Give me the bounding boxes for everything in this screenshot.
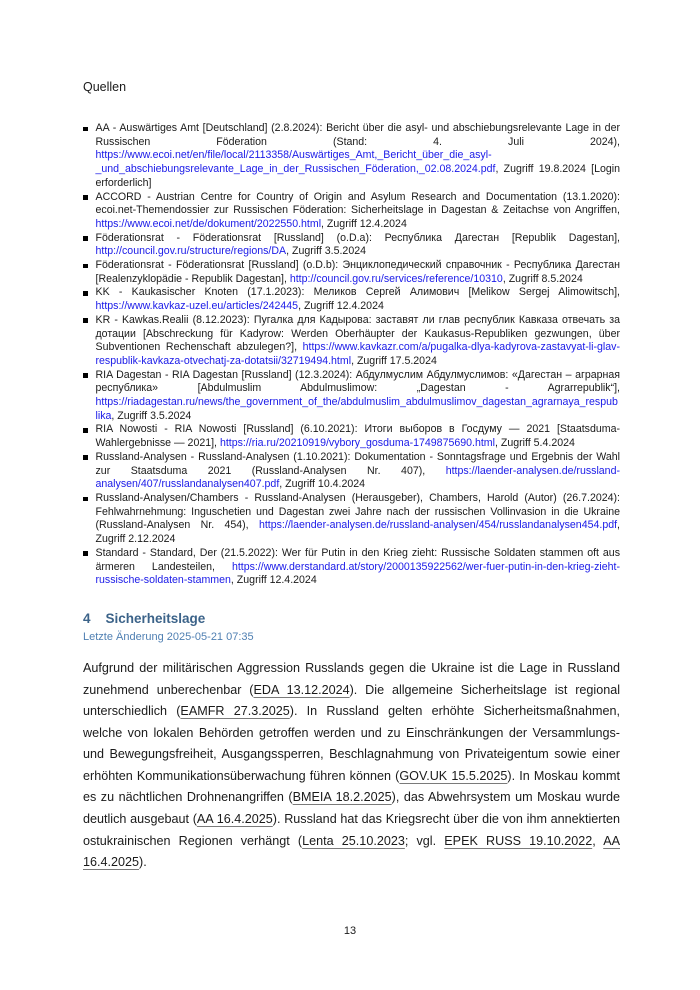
text-run: ). Die allgemeine Sicherheitslage ist regional unterschiedlich ( bbox=[83, 682, 620, 719]
source-item bbox=[83, 122, 620, 191]
bullet-square-icon bbox=[83, 497, 88, 502]
source-item bbox=[83, 191, 620, 232]
text-run: Russland-Analysen/Chambers - Russland-Analysen (Herausgeber), Chambers, Harold (Autor) (26.7.2024): Fehlwahrnehmung: Inguschetien und Dagestan zwei Jahre nach der russischen Vollinvasion in die Ukraine (Russland-Analysen Nr. 454), bbox=[95, 491, 620, 532]
bullet-square-icon bbox=[83, 291, 88, 296]
source-url-link[interactable]: https://www.ecoi.net/de/dokument/2022550.html bbox=[95, 217, 322, 230]
bullet-square-icon bbox=[83, 318, 88, 323]
source-item bbox=[83, 259, 620, 286]
source-url-link[interactable]: https://www.kavkaz-uzel.eu/articles/242445 bbox=[95, 300, 299, 313]
reference-link[interactable]: EAMFR 27.3.2025 bbox=[180, 704, 290, 719]
text-run: RIA Dagestan - RIA Dagestan [Russland] (12.3.2024): Абдулмуслим Абдулмуслимов: «Дагестан – аграрная республика» [Abdulmuslim Abdulmuslimow: „Dagestan - Agrarrepublik“], bbox=[95, 368, 620, 395]
text-run: ). Russland hat das Kriegsrecht über die von ihm annektierten ostukrainischen Regionen verhängt ( bbox=[83, 812, 620, 848]
text-run: , Zugriff 3.5.2024 bbox=[286, 245, 366, 258]
source-item bbox=[83, 232, 620, 259]
source-url-link[interactable]: https://www.derstandard.at/story/2000135922562/wer-fuer-putin-in-den-krieg-zieht-russische-soldaten-stammen bbox=[95, 560, 620, 587]
text-run: , bbox=[592, 833, 604, 848]
source-item bbox=[83, 547, 620, 588]
source-item bbox=[83, 451, 620, 492]
source-item bbox=[83, 492, 620, 547]
source-url-link[interactable]: https://www.ecoi.net/en/file/local/2113358/Auswärtiges_Amt,_Bericht_über_die_asyl-_und_abschiebungsrelevante_Lage_in_der_Russischen_Föderation,_02.08.2024.pdf bbox=[95, 149, 496, 176]
text-run: , Zugriff 17.5.2024 bbox=[351, 354, 437, 367]
reference-link[interactable]: BMEIA 18.2.2025 bbox=[292, 790, 392, 805]
text-run: KR - Kawkas.Realii (8.12.2023): Пугалка для Кадырова: заставят ли глав республик Кавказа отвечать за дотации [Abschreckung für Kadyrow: Werden Oberhäupter der Kaukasus-Republiken gezwungen, über Subventionen Rechenschaft abzulegen?], bbox=[95, 313, 620, 354]
text-run: , Zugriff 10.4.2024 bbox=[279, 478, 366, 491]
text-run: ). In Moskau kommt es zu nächtlichen Drohnenangriffen ( bbox=[83, 768, 620, 805]
section-title: Sicherheitslage bbox=[105, 610, 206, 626]
bullet-square-icon bbox=[83, 236, 88, 241]
text-run: Föderationsrat - Föderationsrat [Russland] (o.D.a): Республика Дагестан [Republik Dagestan], bbox=[95, 231, 620, 244]
reference-link[interactable]: AA 16.4.2025 bbox=[83, 833, 620, 870]
text-run: , Zugriff 19.8.2024 [Login erforderlich] bbox=[95, 163, 620, 189]
text-run: ), das Abwehrsystem um Moskau wurde deutlich ausgebaut ( bbox=[83, 790, 620, 827]
source-url-link[interactable]: https://laender-analysen.de/russland-analysen/454/russlandanalysen454.pdf bbox=[258, 519, 618, 532]
text-run: , Zugriff 12.4.2024 bbox=[298, 300, 384, 313]
source-url-link[interactable]: http://council.gov.ru/structure/regions/DA bbox=[95, 245, 287, 258]
reference-link[interactable]: EDA 13.12.2024 bbox=[253, 682, 350, 697]
section-heading bbox=[83, 611, 620, 626]
text-run: , Zugriff 5.4.2024 bbox=[494, 437, 575, 450]
section-number: 4 bbox=[83, 610, 91, 626]
source-item bbox=[83, 286, 620, 313]
reference-link[interactable]: GOV.UK 15.5.2025 bbox=[399, 768, 508, 783]
source-item bbox=[83, 369, 620, 424]
security-paragraph bbox=[83, 658, 620, 874]
reference-link[interactable]: AA 16.4.2025 bbox=[196, 812, 273, 827]
bullet-square-icon bbox=[83, 195, 88, 200]
source-url-link[interactable]: https://www.kavkazr.com/a/pugalka-dlya-kadyrova-zastavyat-li-glav-respublik-kavkaza-otvechatj-za-dotatsii/32719494.html bbox=[95, 341, 620, 367]
text-run: Russland-Analysen - Russland-Analysen (1.10.2021): Dokumentation - Sonntagsfrage und Ergebnis der Wahl zur Staatsduma 2021 (Russland-Analysen Nr. 407), bbox=[95, 450, 620, 477]
page-number: 13 bbox=[343, 925, 357, 937]
sources-list bbox=[83, 122, 620, 588]
text-run: ; vgl. bbox=[404, 833, 445, 848]
source-url-link[interactable]: https://ria.ru/20210919/vybory_gosduma-1749875690.html bbox=[219, 437, 495, 450]
bullet-square-icon bbox=[83, 264, 88, 269]
text-run: , Zugriff 12.4.2024 bbox=[321, 217, 407, 230]
page-content bbox=[83, 0, 620, 886]
bullet-square-icon bbox=[83, 373, 88, 378]
text-run: , Zugriff 8.5.2024 bbox=[502, 272, 583, 285]
text-run: Aufgrund der militärischen Aggression Russlands gegen die Ukraine ist die Lage in Russland zunehmend unberechenbar ( bbox=[83, 660, 620, 697]
text-run: ). bbox=[139, 855, 147, 870]
text-run: KK - Kaukasischer Knoten (17.1.2023): Меликов Сергей Алимович [Melikow Sergej Alimowitsch], bbox=[95, 286, 620, 299]
text-run: , Zugriff 12.4.2024 bbox=[230, 574, 317, 587]
text-run: , Zugriff 2.12.2024 bbox=[95, 519, 620, 546]
sources-heading: Quellen bbox=[83, 80, 127, 94]
text-run: ). In Russland gelten erhöhte Sicherheitsmaßnahmen, welche von lokalen Behörden getroffen werden und zu Einschränkungen der Versammlungs- und Bewegungsfreiheit, Ausgangssperren, Beschlagnahmung von Privateigentum sowie einer erhöhten Kommunikationsüberwachung führen können ( bbox=[83, 704, 621, 783]
text-run: , Zugriff 3.5.2024 bbox=[111, 409, 192, 422]
text-run: AA - Auswärtiges Amt [Deutschland] (2.8.2024): Bericht über die asyl- und abschiebungsrelevante Lage in der Russischen Föderation (Stand: 4. Juli 2024), bbox=[95, 122, 620, 148]
reference-link[interactable]: EPEK RUSS 19.10.2022 bbox=[444, 833, 593, 848]
bullet-square-icon bbox=[83, 127, 88, 132]
source-url-link[interactable]: https://riadagestan.ru/news/the_government_of_the/abdulmuslim_abdulmuslimov_dagestan_agrarnaya_respublika bbox=[95, 396, 618, 422]
source-url-link[interactable]: http://council.gov.ru/services/reference/10310 bbox=[289, 272, 503, 285]
bullet-square-icon bbox=[83, 455, 88, 460]
text-run: ACCORD - Austrian Centre for Country of Origin and Asylum Research and Documentation (13.1.2020): ecoi.net-Themendossier zur Russischen Föderation: Sicherheitslage in Dagestan & Zeitachse von Angriffen, bbox=[95, 190, 620, 217]
source-item bbox=[83, 423, 620, 450]
reference-link[interactable]: Lenta 25.10.2023 bbox=[302, 833, 405, 848]
source-item bbox=[83, 314, 620, 369]
text-run: Föderationsrat - Föderationsrat [Russland] (o.D.b): Энциклопедический справочник - Республика Дагестан [Realenzyklopädie - Republik Dagestan], bbox=[95, 259, 620, 285]
text-run: Standard - Standard, Der (21.5.2022): Wer für Putin in den Krieg zieht: Russische Soldaten stammen oft aus ärmeren Landesteilen, bbox=[95, 546, 620, 573]
bullet-square-icon bbox=[83, 551, 88, 556]
text-run: RIA Nowosti - RIA Nowosti [Russland] (6.10.2021): Итоги выборов в Госдуму — 2021 [Staatsduma-Wahlergebnisse — 2021], bbox=[95, 423, 620, 450]
bullet-square-icon bbox=[83, 428, 88, 433]
source-url-link[interactable]: https://laender-analysen.de/russland-analysen/407/russlandanalysen407.pdf bbox=[95, 464, 620, 491]
last-change-timestamp: Letzte Änderung 2025-05-21 07:35 bbox=[83, 630, 254, 643]
